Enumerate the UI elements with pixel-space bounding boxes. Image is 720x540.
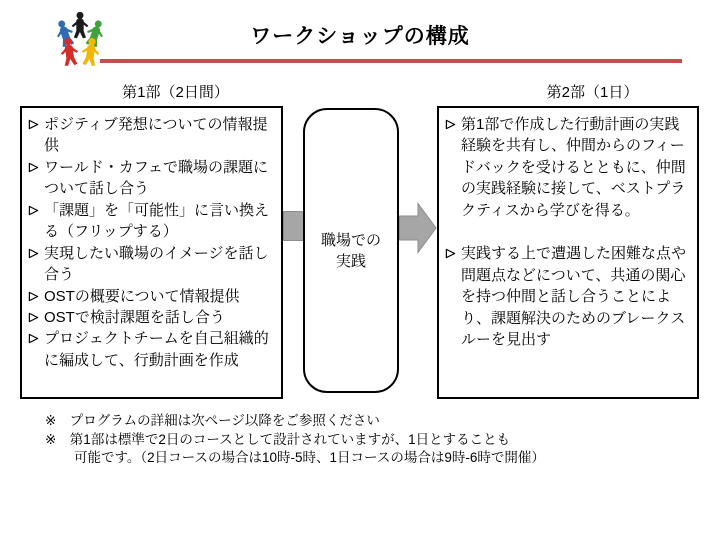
- list-item-text: 実現したい職場のイメージを話し合う: [44, 244, 269, 284]
- list-item-text: プロジェクトチームを自己組織的に編成して、行動計画を作成: [44, 330, 269, 369]
- note-line: 可能です。（2日コースの場合は10時-5時、1日コースの場合は9時-6時で開催）: [74, 450, 545, 466]
- practice-box-line: 実践: [335, 252, 366, 270]
- page-title: ワークショップの構成: [250, 25, 470, 48]
- list-item: [445, 114, 693, 221]
- part2-list: [439, 108, 697, 350]
- list-item: [28, 243, 277, 286]
- list-item-text: 第1部で作成した行動計画の実践経験を共有し、仲間からのフィードバックを受けるとともに、仲間の実践経験に接して、ベストプラクティスから学びを得る。: [461, 116, 686, 219]
- arrow-bullet-icon: [28, 333, 39, 344]
- part1-list: [22, 108, 281, 371]
- arrow-bullet-icon: [445, 248, 456, 259]
- arrow-bullet-icon: [28, 312, 39, 323]
- list-item: [28, 328, 277, 371]
- list-item-text: ポジティブ発想についての情報提供: [44, 116, 268, 155]
- part2-box: [437, 106, 699, 399]
- list-item-text: ワールド・カフェで職場の課題について話し合う: [44, 158, 268, 198]
- title-underline: [100, 59, 682, 63]
- list-item: [28, 286, 277, 307]
- footnotes: [45, 412, 695, 468]
- arrow-bullet-icon: [28, 162, 39, 173]
- list-item-text: OSTで検討課題を話し合う: [44, 308, 225, 326]
- list-item-text: OSTの概要について情報提供: [44, 287, 240, 305]
- note-line: ※ 第1部は標準で2日のコースとして設計されていますが、1日とすることも: [45, 431, 511, 447]
- list-item-text: 実践する上で遭遇した困難な点や問題点などについて、共通の関心を持つ仲間と話し合うことにより、課題解決のためのブレークスルーを見出す: [461, 245, 687, 348]
- arrow-bullet-icon: [28, 291, 39, 302]
- note-line: ※ プログラムの詳細は次ページ以降をご参照ください: [45, 413, 380, 428]
- list-item-text: 「課題」を「可能性」に言い換える（フリップする）: [44, 201, 270, 241]
- practice-box: [303, 108, 399, 393]
- arrow-bullet-icon: [28, 205, 39, 216]
- practice-box-line: 職場での: [320, 231, 381, 249]
- connector-left-stub: [283, 211, 305, 241]
- part2-heading: 第2部（1日）: [546, 84, 639, 101]
- arrow-bullet-icon: [445, 119, 456, 130]
- list-item: [28, 114, 277, 157]
- part1-heading: 第1部（2日間）: [122, 84, 229, 101]
- part1-box: [20, 106, 283, 399]
- list-item: [28, 200, 277, 243]
- right-arrow-icon: [399, 202, 437, 254]
- list-item: [28, 307, 277, 328]
- list-item: [28, 157, 277, 200]
- list-item: [445, 243, 693, 350]
- arrow-bullet-icon: [28, 248, 39, 259]
- arrow-bullet-icon: [28, 119, 39, 130]
